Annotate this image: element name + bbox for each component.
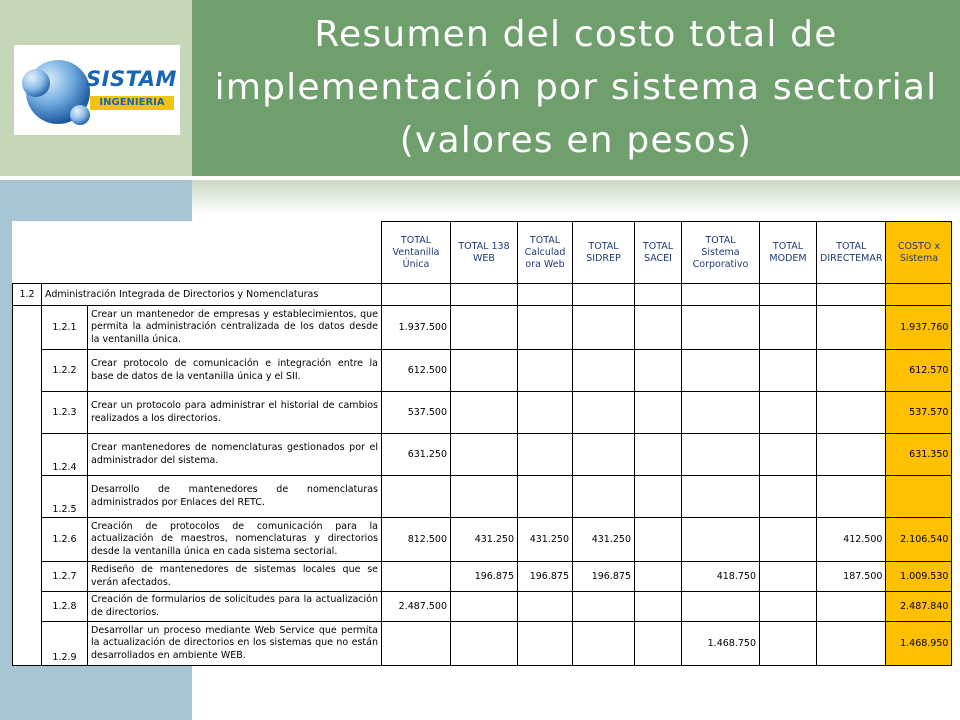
value-cell: 196.875 (518, 562, 573, 592)
value-cell: 418.750 (682, 562, 760, 592)
row-code: 1.2.4 (42, 434, 88, 476)
table-row (13, 562, 952, 592)
value-cell (573, 350, 635, 392)
table-row (13, 518, 952, 562)
value-cell (382, 622, 451, 666)
row-description: Crear un mantenedor de empresas y establecimientos, que permita la administración centralizada de los datos desde la ventanilla única. (88, 306, 382, 350)
value-cell (760, 476, 817, 518)
col-header-corporativo: TOTAL Sistema Corporativo (682, 222, 760, 284)
row-code: 1.2.8 (42, 592, 88, 622)
value-cell: 612.500 (382, 350, 451, 392)
row-description: Crear protocolo de comunicación e integración entre la base de datos de la ventanilla única y el SII. (88, 350, 382, 392)
table-row (13, 592, 952, 622)
costo-cell: 2.487.840 (886, 592, 952, 622)
costo-cell: 631.350 (886, 434, 952, 476)
value-cell (760, 434, 817, 476)
value-cell (682, 434, 760, 476)
value-cell: 196.875 (451, 562, 518, 592)
col-header-modem: TOTAL MODEM (760, 222, 817, 284)
costo-cell: 1.937.760 (886, 306, 952, 350)
value-cell (518, 622, 573, 666)
value-cell (518, 392, 573, 434)
value-cell (817, 476, 886, 518)
row-code: 1.2.2 (42, 350, 88, 392)
costo-cell: 537.570 (886, 392, 952, 434)
col-header-138-web: TOTAL 138 WEB (451, 222, 518, 284)
table-row (13, 392, 952, 434)
value-cell (573, 434, 635, 476)
table-row (13, 350, 952, 392)
value-cell (682, 392, 760, 434)
value-cell (635, 434, 682, 476)
value-cell (760, 392, 817, 434)
value-cell: 196.875 (573, 562, 635, 592)
row-description: Desarrollar un proceso mediante Web Service que permita la actualización de directorios en los sistemas que no están desarrollados en ambiente WEB. (88, 622, 382, 666)
cost-table (12, 221, 952, 666)
row-description: Crear mantenedores de nomenclaturas gestionados por el administrador del sistema. (88, 434, 382, 476)
value-cell (682, 350, 760, 392)
value-cell: 631.250 (382, 434, 451, 476)
section-code: 1.2 (13, 284, 42, 306)
costo-cell (886, 476, 952, 518)
value-cell (451, 434, 518, 476)
value-cell: 431.250 (573, 518, 635, 562)
row-description: Desarrollo de mantenedores de nomenclaturas administrados por Enlaces del RETC. (88, 476, 382, 518)
value-cell (635, 622, 682, 666)
logo-subtitle: INGENIERIA (90, 96, 174, 110)
value-cell: 412.500 (817, 518, 886, 562)
value-cell (451, 392, 518, 434)
row-code: 1.2.9 (42, 622, 88, 666)
col-header-ventanilla: TOTAL Ventanilla Única (382, 222, 451, 284)
value-cell: 431.250 (451, 518, 518, 562)
col-header-calculadora: TOTAL Calculad ora Web (518, 222, 573, 284)
value-cell (451, 476, 518, 518)
costo-cell: 1.468.950 (886, 622, 952, 666)
table-row (13, 306, 952, 350)
value-cell (682, 476, 760, 518)
logo-name: SISTAM (86, 67, 177, 91)
value-cell: 187.500 (817, 562, 886, 592)
row-description: Rediseño de mantenedores de sistemas locales que se verán afectados. (88, 562, 382, 592)
value-cell (573, 592, 635, 622)
row-code: 1.2.7 (42, 562, 88, 592)
value-cell (518, 592, 573, 622)
value-cell (760, 306, 817, 350)
col-header-sidrep: TOTAL SIDREP (573, 222, 635, 284)
header-gradient (192, 180, 960, 214)
value-cell (451, 350, 518, 392)
value-cell: 812.500 (382, 518, 451, 562)
value-cell (451, 306, 518, 350)
row-description: Creación de protocolos de comunicación para la actualización de maestros, nomenclaturas y directorios desde la ventanilla única en cada sistema sectorial. (88, 518, 382, 562)
value-cell (451, 622, 518, 666)
value-cell (760, 592, 817, 622)
value-cell (817, 350, 886, 392)
value-cell (573, 392, 635, 434)
row-description: Creación de formularios de solicitudes para la actualización de directorios. (88, 592, 382, 622)
value-cell (451, 592, 518, 622)
value-cell (635, 392, 682, 434)
value-cell (382, 562, 451, 592)
col-header-directemar: TOTAL DIRECTEMAR (817, 222, 886, 284)
section-row (13, 284, 952, 306)
value-cell (817, 306, 886, 350)
value-cell (760, 350, 817, 392)
row-code: 1.2.5 (42, 476, 88, 518)
costo-cell: 1.009.530 (886, 562, 952, 592)
value-cell: 1.937.500 (382, 306, 451, 350)
header-row (13, 222, 952, 284)
value-cell (817, 622, 886, 666)
slide-title: Resumen del costo total de implementación por sistema sectorial (valores en pesos) (214, 14, 938, 161)
table-row (13, 476, 952, 518)
value-cell (518, 476, 573, 518)
row-code: 1.2.1 (42, 306, 88, 350)
value-cell (817, 434, 886, 476)
value-cell: 2.487.500 (382, 592, 451, 622)
table-row (13, 622, 952, 666)
value-cell (573, 622, 635, 666)
value-cell (682, 592, 760, 622)
value-cell (635, 592, 682, 622)
value-cell (518, 434, 573, 476)
value-cell (635, 476, 682, 518)
table-row (13, 434, 952, 476)
value-cell (635, 562, 682, 592)
costo-cell: 2.106.540 (886, 518, 952, 562)
value-cell (635, 518, 682, 562)
company-logo (14, 45, 180, 135)
value-cell: 537.500 (382, 392, 451, 434)
value-cell (573, 306, 635, 350)
value-cell (635, 350, 682, 392)
value-cell (760, 518, 817, 562)
value-cell (682, 306, 760, 350)
value-cell (760, 622, 817, 666)
value-cell (518, 306, 573, 350)
value-cell (817, 592, 886, 622)
value-cell (382, 476, 451, 518)
value-cell (573, 476, 635, 518)
col-header-sacei: TOTAL SACEI (635, 222, 682, 284)
value-cell (817, 392, 886, 434)
value-cell (682, 518, 760, 562)
section-title: Administración Integrada de Directorios y Nomenclaturas (42, 284, 382, 306)
indent-cell (13, 306, 42, 666)
value-cell: 1.468.750 (682, 622, 760, 666)
row-code: 1.2.3 (42, 392, 88, 434)
costo-cell: 612.570 (886, 350, 952, 392)
value-cell (518, 350, 573, 392)
row-code: 1.2.6 (42, 518, 88, 562)
value-cell (760, 562, 817, 592)
row-description: Crear un protocolo para administrar el historial de cambios realizados a los directorios. (88, 392, 382, 434)
value-cell (635, 306, 682, 350)
value-cell: 431.250 (518, 518, 573, 562)
col-header-costo: COSTO x Sistema (886, 222, 952, 284)
